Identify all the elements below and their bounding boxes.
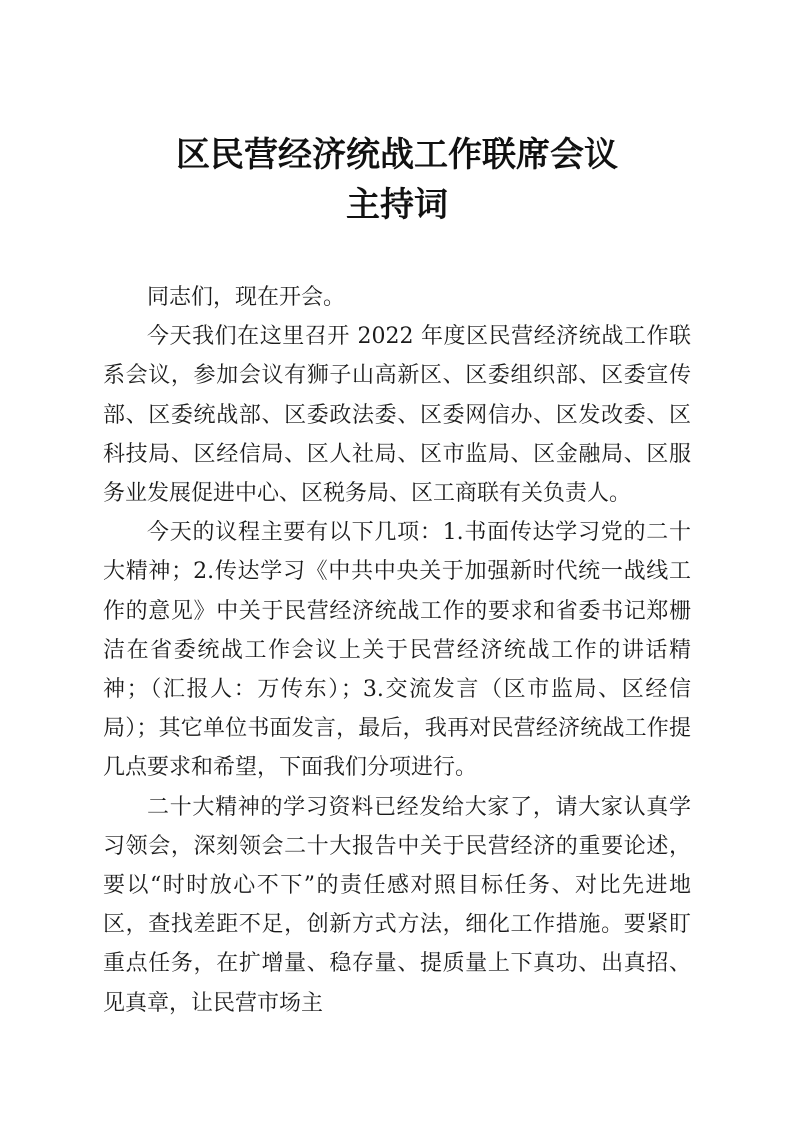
document-title xyxy=(0,130,794,230)
paragraph-attendees: 今天我们在这里召开 2022 年度区民营经济统战工作联系会议，参加会议有狮子山高新区、区委组织部、区委宣传部、区委统战部、区委政法委、区委网信办、区发改委、区科技局、区经信局、区人社局、区市监局、区金融局、区服务业发展促进中心、区税务局、区工商联有关负责人。 xyxy=(103,324,691,507)
title-line-1: 区民营经济统战工作联席会议 xyxy=(176,135,618,175)
paragraph-study: 二十大精神的学习资料已经发给大家了，请大家认真学习领会，深刻领会二十大报告中关于民营经济的重要论述，要以“时时放心不下”的责任感对照目标任务、对比先进地区，查找差距不足，创新方式方法，细化工作措施。要紧盯重点任务，在扩增量、稳存量、提质量上下真功、出真招、见真章，让民营市场主 xyxy=(103,794,691,1016)
document-body xyxy=(103,278,691,1023)
paragraph-opening: 同志们，现在开会。 xyxy=(147,285,346,310)
title-line-2: 主持词 xyxy=(346,185,448,225)
paragraph-agenda: 今天的议程主要有以下几项：1.书面传达学习党的二十大精神；2.传达学习《中共中央关于加强新时代统一战线工作的意见》中关于民营经济统战工作的要求和省委书记郑栅洁在省委统战工作会议上关于民营经济统战工作的讲话精神；（汇报人：万传东）；3.交流发言（区市监局、区经信局）；其它单位书面发言，最后，我再对民营经济统战工作提几点要求和希望，下面我们分项进行。 xyxy=(103,520,691,781)
